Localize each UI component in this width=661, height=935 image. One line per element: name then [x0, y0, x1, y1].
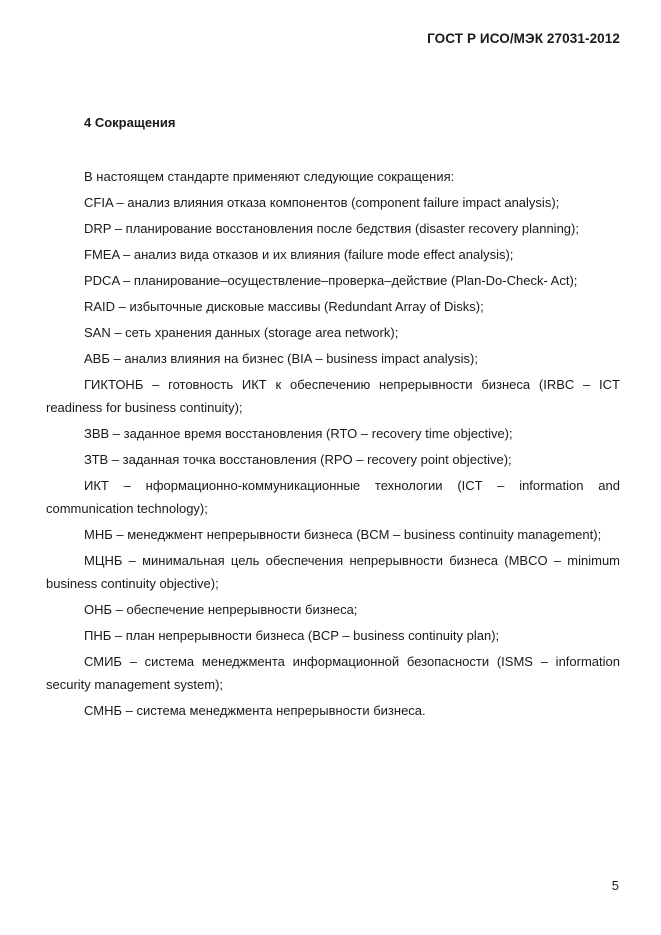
abbreviation-drp: DRP – планирование восстановления после бедствия (disaster recovery planning); — [84, 221, 579, 236]
abbreviation-zvv: ЗВВ – заданное время восстановления (RTO – recovery time objective); — [84, 426, 513, 441]
abbreviation-onb: ОНБ – обеспечение непрерывности бизнеса; — [84, 602, 358, 617]
abbreviation-mnb: МНБ – менеджмент непрерывности бизнеса (BCM – business continuity management); — [84, 527, 602, 542]
abbreviation-ztv: ЗТВ – заданная точка восстановления (RPO – recovery point objective); — [84, 452, 512, 467]
section-heading: 4 Сокращения — [84, 115, 176, 130]
abbreviation-smnb: СМНБ – система менеджмента непрерывности бизнеса. — [84, 703, 426, 718]
abbreviation-mcnb: МЦНБ – минимальная цель обеспечения непрерывности бизнеса (MBCO – minimum business continuity objective); — [46, 553, 620, 591]
abbreviation-cfia: CFIA – анализ влияния отказа компонентов (component failure impact analysis); — [84, 195, 560, 210]
abbreviation-fmea: FMEA – анализ вида отказов и их влияния (failure mode effect analysis); — [84, 247, 514, 262]
page-number: 5 — [611, 878, 619, 893]
intro-paragraph: В настоящем стандарте применяют следующие сокращения: — [84, 169, 455, 184]
abbreviation-pnb: ПНБ – план непрерывности бизнеса (BCP – business continuity plan); — [84, 628, 500, 643]
abbreviation-smib: СМИБ – система менеджмента информационной безопасности (ISMS – information security management system); — [46, 654, 620, 692]
abbreviations-list — [46, 165, 620, 725]
abbreviation-pdca: PDCA – планирование–осуществление–проверка–действие (Plan-Do-Check- Act); — [84, 273, 578, 288]
abbreviation-avb: АВБ – анализ влияния на бизнес (BIA – business impact analysis); — [84, 351, 478, 366]
document-header-id: ГОСТ Р ИСО/МЭК 27031-2012 — [427, 31, 620, 46]
abbreviation-giktonb: ГИКТОНБ – готовность ИКТ к обеспечению непрерывности бизнеса (IRBC – ICT readiness for business continuity); — [46, 377, 620, 415]
abbreviation-raid: RAID – избыточные дисковые массивы (Redundant Array of Disks); — [84, 299, 484, 314]
abbreviation-san: SAN – сеть хранения данных (storage area network); — [84, 325, 399, 340]
abbreviation-ikt: ИКТ – нформационно-коммуникационные технологии (ICT – information and communication technology); — [46, 478, 620, 516]
